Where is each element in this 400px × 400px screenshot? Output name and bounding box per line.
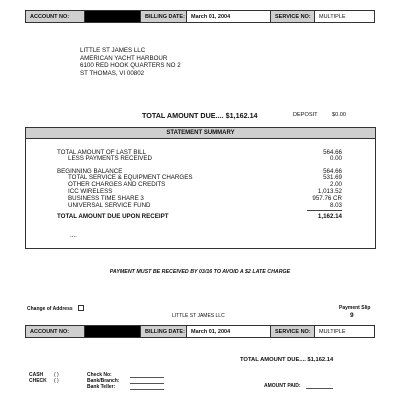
account-no-redacted [84,326,140,337]
stub-total-amount-due: TOTAL AMOUNT DUE.... $1,162.14 [240,357,334,363]
service-no-label: SERVICE NO: [270,326,314,337]
account-no-label: ACCOUNT NO: [26,326,84,337]
charge-item-value: 531.69 [323,174,342,181]
charge-item-label: TOTAL SERVICE & EQUIPMENT CHARGES [68,174,193,181]
payments-label: LESS PAYMENTS RECEIVED [68,155,153,162]
amount-paid-field[interactable] [306,388,333,389]
bank-branch-label: Bank/Branch: [87,378,120,384]
charge-item-label: ICC WIRELESS [68,188,113,195]
change-of-address-checkbox[interactable] [78,305,84,311]
total-due-receipt-label: TOTAL AMOUNT DUE UPON RECEIPT [57,213,169,220]
change-of-address-label: Change of Address [27,306,73,312]
deposit-value: $0.00 [332,112,346,118]
charge-item-value: 1,013.52 [317,188,342,195]
check-label: CHECK [29,378,47,384]
service-no-value: MULTIPLE [314,326,374,337]
billing-date-label: BILLING DATE: [140,11,186,22]
account-header-bar [25,10,375,23]
total-rule [307,210,342,211]
last-bill-value: 564.66 [323,149,342,156]
address-line: 6100 RED HOOK QUARTERS NO 2 [80,62,181,70]
stub-customer-name: LITTLE ST JAMES LLC [172,313,225,319]
billing-date-label: BILLING DATE: [140,326,186,337]
bank-teller-label: Bank Teller: [87,384,116,390]
stub-header-bar [25,325,375,338]
check-no-field[interactable] [130,377,164,378]
check-no-label: Check No: [87,372,112,378]
charge-item-label: OTHER CHARGES AND CREDITS [68,181,166,188]
payments-value: 0.00 [329,155,342,162]
charge-item-value: 957.76 CR [312,195,342,202]
bank-branch-field[interactable] [130,383,164,384]
last-bill-label: TOTAL AMOUNT OF LAST BILL [57,149,147,156]
statement-summary-box [25,127,376,249]
summary-ellipsis: .... [70,232,77,239]
total-due-receipt-value: 1,162.14 [317,213,342,220]
charge-item-label: UNIVERSAL SERVICE FUND [68,202,151,209]
charge-item-value: 2.00 [329,181,342,188]
cash-label: CASH [29,372,44,378]
late-charge-notice: PAYMENT MUST BE RECEIVED BY 03/16 TO AVOID A $2 LATE CHARGE [109,269,291,275]
beginning-balance-label: BEGINNING BALANCE [57,168,123,175]
mailing-address [80,47,181,77]
charge-item-value: 8.03 [329,202,342,209]
check-option[interactable]: ( ) [54,378,59,384]
service-no-label: SERVICE NO: [270,11,314,22]
account-no-label: ACCOUNT NO: [26,11,84,22]
payment-slip-number: 9 [350,312,354,319]
bank-teller-field[interactable] [130,389,164,390]
payment-slip-label: Payment Slip [339,305,371,311]
charge-item-label: BUSINESS TIME SHARE 3 [68,195,144,202]
account-no-redacted [84,11,140,22]
total-amount-due: TOTAL AMOUNT DUE.... $1,162.14 [142,111,258,120]
billing-date-value: March 01, 2004 [186,11,270,22]
service-no-value: MULTIPLE [314,11,374,22]
amount-paid-label: AMOUNT PAID: [264,383,301,389]
address-line: AMERICAN YACHT HARBOUR [80,54,168,62]
cash-option[interactable]: ( ) [54,372,59,378]
deposit-label: DEPOSIT [293,112,318,118]
statement-summary-title: STATEMENT SUMMARY [26,128,375,139]
address-line: ST THOMAS, VI 00802 [80,69,145,77]
billing-date-value: March 01, 2004 [186,326,270,337]
beginning-balance-value: 564.66 [323,168,342,175]
address-line: LITTLE ST JAMES LLC [80,47,146,54]
